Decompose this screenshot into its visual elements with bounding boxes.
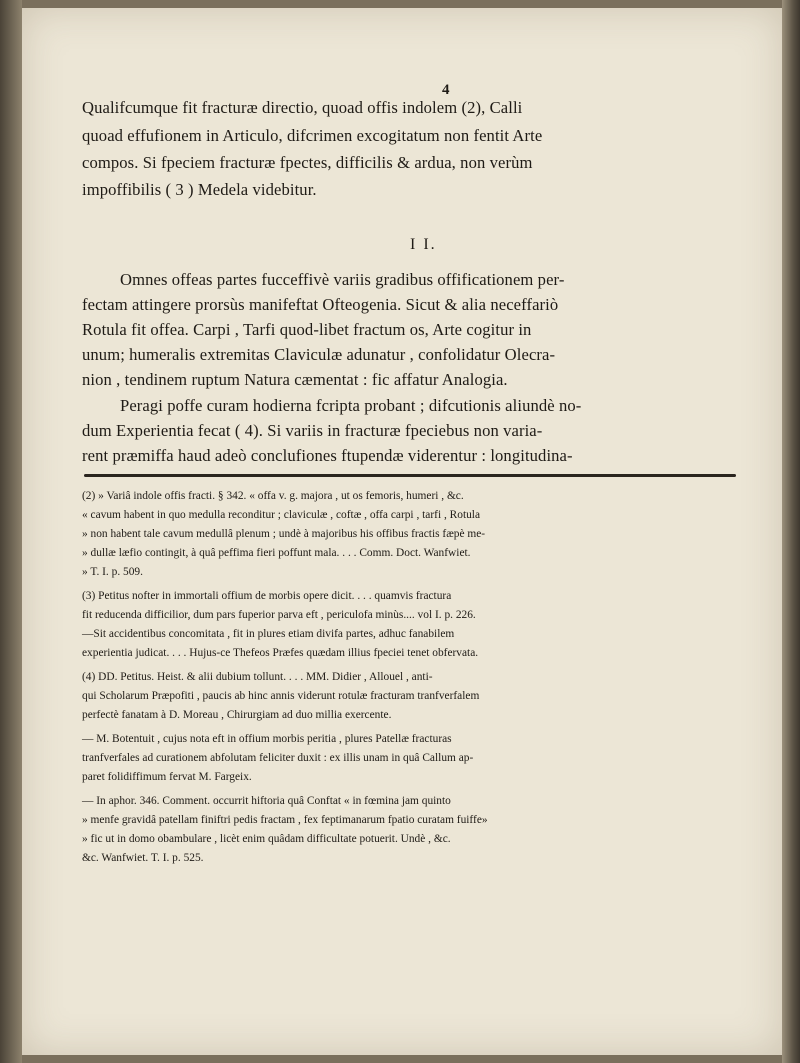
footnote-line: experientia judicat. . . . Hujus-ce Thefeos Præfes quædam illius fpeciei tenet obfervata. bbox=[82, 647, 479, 659]
text-line: fectam attingere prorsùs manifeftat Ofteogenia. Sicut & alia neceffariò bbox=[82, 295, 559, 314]
footnote-separator bbox=[84, 474, 736, 477]
book-gutter bbox=[0, 0, 22, 1063]
footnote-line: « cavum habent in quo medulla reconditur ; claviculæ , coftæ , offa carpi , tarfi , Rotula bbox=[82, 509, 481, 521]
footnote-line: —Sit accidentibus concomitata , fit in plures etiam divifa partes, adhuc fanabilem bbox=[82, 628, 455, 640]
page-number: 4 bbox=[442, 82, 450, 98]
footnote-line: (4) DD. Petitus. Heist. & alii dubium tollunt. . . . MM. Didier , Allouel , anti- bbox=[82, 671, 433, 683]
text-line: Peragi poffe curam hodierna fcripta probant ; difcutionis aliundè no- bbox=[120, 396, 582, 415]
text-line: impoffibilis ( 3 ) Medela videbitur. bbox=[82, 180, 317, 199]
text-line: unum; humeralis extremitas Claviculæ adunatur , confolidatur Olecra- bbox=[82, 345, 556, 364]
footnote-line: &c. Wanfwiet. T. I. p. 525. bbox=[82, 852, 204, 864]
footnote-line: — In aphor. 346. Comment. occurrit hiftoria quâ Conftat « in fœmina jam quinto bbox=[82, 795, 451, 807]
text-line: rent præmiffa haud adeò conclufiones ftupendæ viderentur : longitudina- bbox=[82, 446, 573, 465]
text-line: Omnes offeas partes fucceffivè variis gradibus offificationem per- bbox=[120, 270, 565, 289]
footnote-line: fit reducenda difficilior, dum pars fuperior parva eft , periculofa minùs.... vol I. p. 226. bbox=[82, 609, 476, 621]
footnote-line: perfectè fanatam à D. Moreau , Chirurgiam ad duo millia exercente. bbox=[82, 709, 392, 721]
footnote-line: » dullæ læfio contingit, à quâ peffima fieri poffunt mala. . . . Comm. Doct. Wanfwiet. bbox=[82, 547, 471, 559]
book-page bbox=[22, 8, 782, 1055]
footnote-line: — M. Botentuit , cujus nota eft in offium morbis peritia , plures Patellæ fracturas bbox=[82, 733, 452, 745]
text-line: dum Experientia fecat ( 4). Si variis in fracturæ fpeciebus non varia- bbox=[82, 421, 543, 440]
footnote-line: » menfe gravidâ patellam finiftri pedis fractam , fex feptimanarum fpatio curatam fuiffe» bbox=[82, 814, 488, 826]
footnote-line: » non habent tale cavum medullâ plenum ; undè à majoribus his offibus fractis fæpè me- bbox=[82, 528, 486, 540]
footnote-line: (2) » Variâ indole offis fracti. § 342. « offa v. g. majora , ut os femoris, humeri , &c. bbox=[82, 490, 464, 502]
footnote-line: paret folidiffimum fervat M. Fargeix. bbox=[82, 771, 252, 783]
footnote-line: qui Scholarum Præpofiti , paucis ab hinc annis viderunt rotulæ fracturam tranfverfalem bbox=[82, 690, 480, 702]
footnote-line: tranfverfales ad curationem abfolutam feliciter duxit : ex illis unam in quâ Callum ap- bbox=[82, 752, 474, 764]
footnote-line: » fic ut in domo obambulare , licèt enim quâdam difficultate potuerit. Undè , &c. bbox=[82, 833, 451, 845]
text-line: quoad effufionem in Articulo, difcrimen excogitatum non fentit Arte bbox=[82, 126, 543, 145]
text-line: nion , tendinem ruptum Natura cæmentat : fic affatur Analogia. bbox=[82, 370, 508, 389]
text-line: compos. Si fpeciem fracturæ fpectes, difficilis & ardua, non verùm bbox=[82, 153, 533, 172]
text-line: Rotula fit offea. Carpi , Tarfi quod-libet fractum os, Arte cogitur in bbox=[82, 320, 532, 339]
section-heading: I I. bbox=[410, 236, 437, 253]
footnote-line: (3) Petitus nofter in immortali offium de morbis opere dicit. . . . quamvis fractura bbox=[82, 590, 452, 602]
footnote-line: » T. I. p. 509. bbox=[82, 566, 143, 578]
text-line: Qualifcumque fit fracturæ directio, quoad offis indolem (2), Calli bbox=[82, 98, 523, 117]
book-fore-edge bbox=[782, 0, 800, 1063]
